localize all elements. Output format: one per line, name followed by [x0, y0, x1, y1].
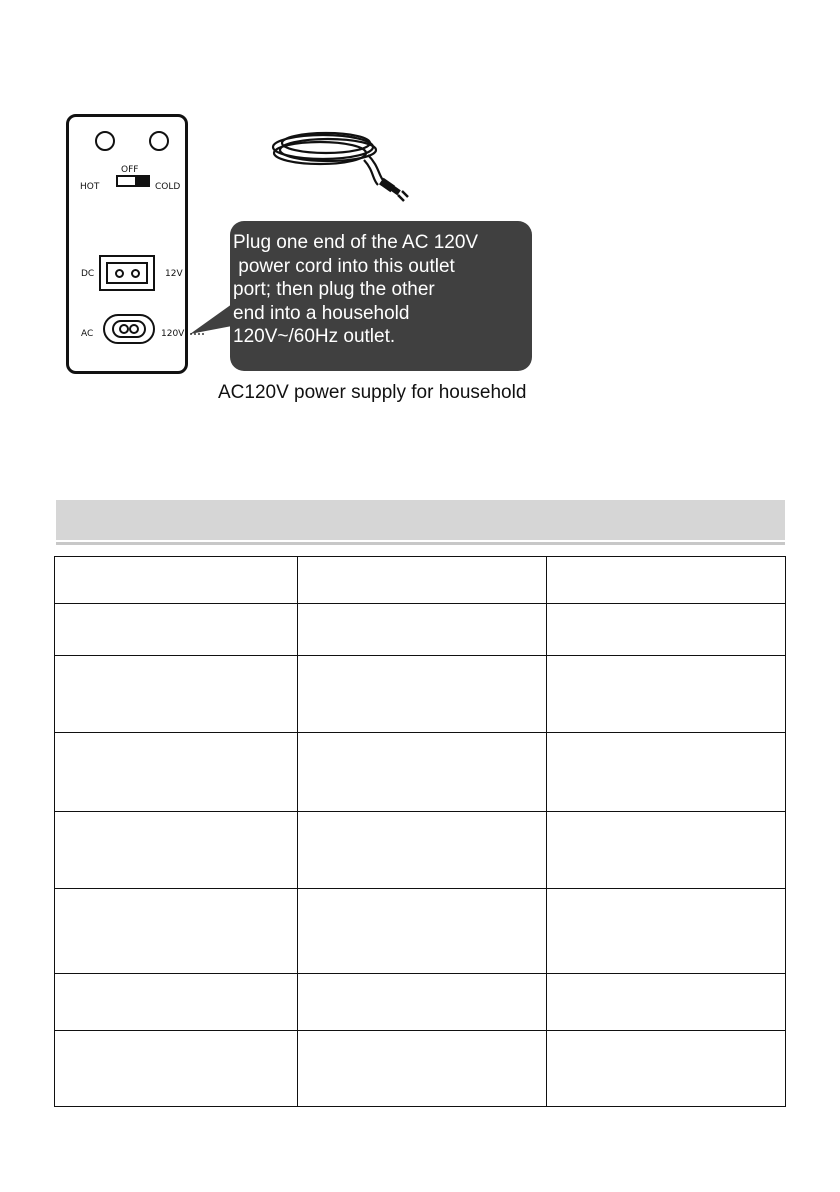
table-row — [55, 812, 786, 889]
table-row — [55, 974, 786, 1031]
table-cell — [547, 1031, 786, 1107]
left-knob-icon — [95, 131, 115, 151]
table-cell — [298, 656, 547, 733]
table-cell — [298, 604, 547, 656]
table-row — [55, 1031, 786, 1107]
switch-cold-label: COLD — [155, 182, 181, 192]
table-cell — [547, 812, 786, 889]
power-cord-icon — [268, 125, 438, 210]
table-cell — [298, 812, 547, 889]
instruction-callout — [230, 221, 532, 371]
table-cell — [55, 604, 298, 656]
table-row — [55, 557, 786, 604]
hot-cold-switch[interactable] — [116, 175, 150, 187]
ac-voltage-label: 120V — [161, 329, 185, 339]
table-cell — [547, 557, 786, 604]
table-cell — [298, 889, 547, 974]
table-cell — [55, 812, 298, 889]
switch-off-label: OFF — [121, 165, 139, 175]
dc-voltage-label: 12V — [165, 269, 183, 279]
control-panel — [66, 114, 188, 374]
table-cell — [55, 656, 298, 733]
table-row — [55, 656, 786, 733]
dc-label: DC — [81, 269, 95, 279]
table-cell — [55, 1031, 298, 1107]
ac-label: AC — [81, 329, 94, 339]
table-cell — [547, 604, 786, 656]
table-cell — [298, 733, 547, 812]
dc-socket-icon — [99, 255, 155, 291]
table-cell — [55, 889, 298, 974]
table-cell — [547, 974, 786, 1031]
table-cell — [55, 557, 298, 604]
table-cell — [547, 733, 786, 812]
table-row — [55, 604, 786, 656]
table-cell — [298, 974, 547, 1031]
table-cell — [55, 974, 298, 1031]
switch-slider — [135, 177, 148, 185]
table-cell — [298, 557, 547, 604]
table-row — [55, 733, 786, 812]
right-knob-icon — [149, 131, 169, 151]
spec-table — [54, 556, 786, 1107]
figure-caption: AC120V power supply for household — [218, 382, 527, 403]
heading-divider — [56, 542, 785, 545]
table-cell — [55, 733, 298, 812]
ac-socket-icon — [103, 314, 155, 344]
table-row — [55, 889, 786, 974]
table-cell — [547, 656, 786, 733]
table-cell — [547, 889, 786, 974]
section-heading — [56, 500, 785, 540]
table-cell — [298, 1031, 547, 1107]
switch-hot-label: HOT — [80, 182, 100, 192]
callout-text: Plug one end of the AC 120V power cord into this outlet port; then plug the other end into a household 120V~/60Hz outlet. — [233, 232, 479, 347]
